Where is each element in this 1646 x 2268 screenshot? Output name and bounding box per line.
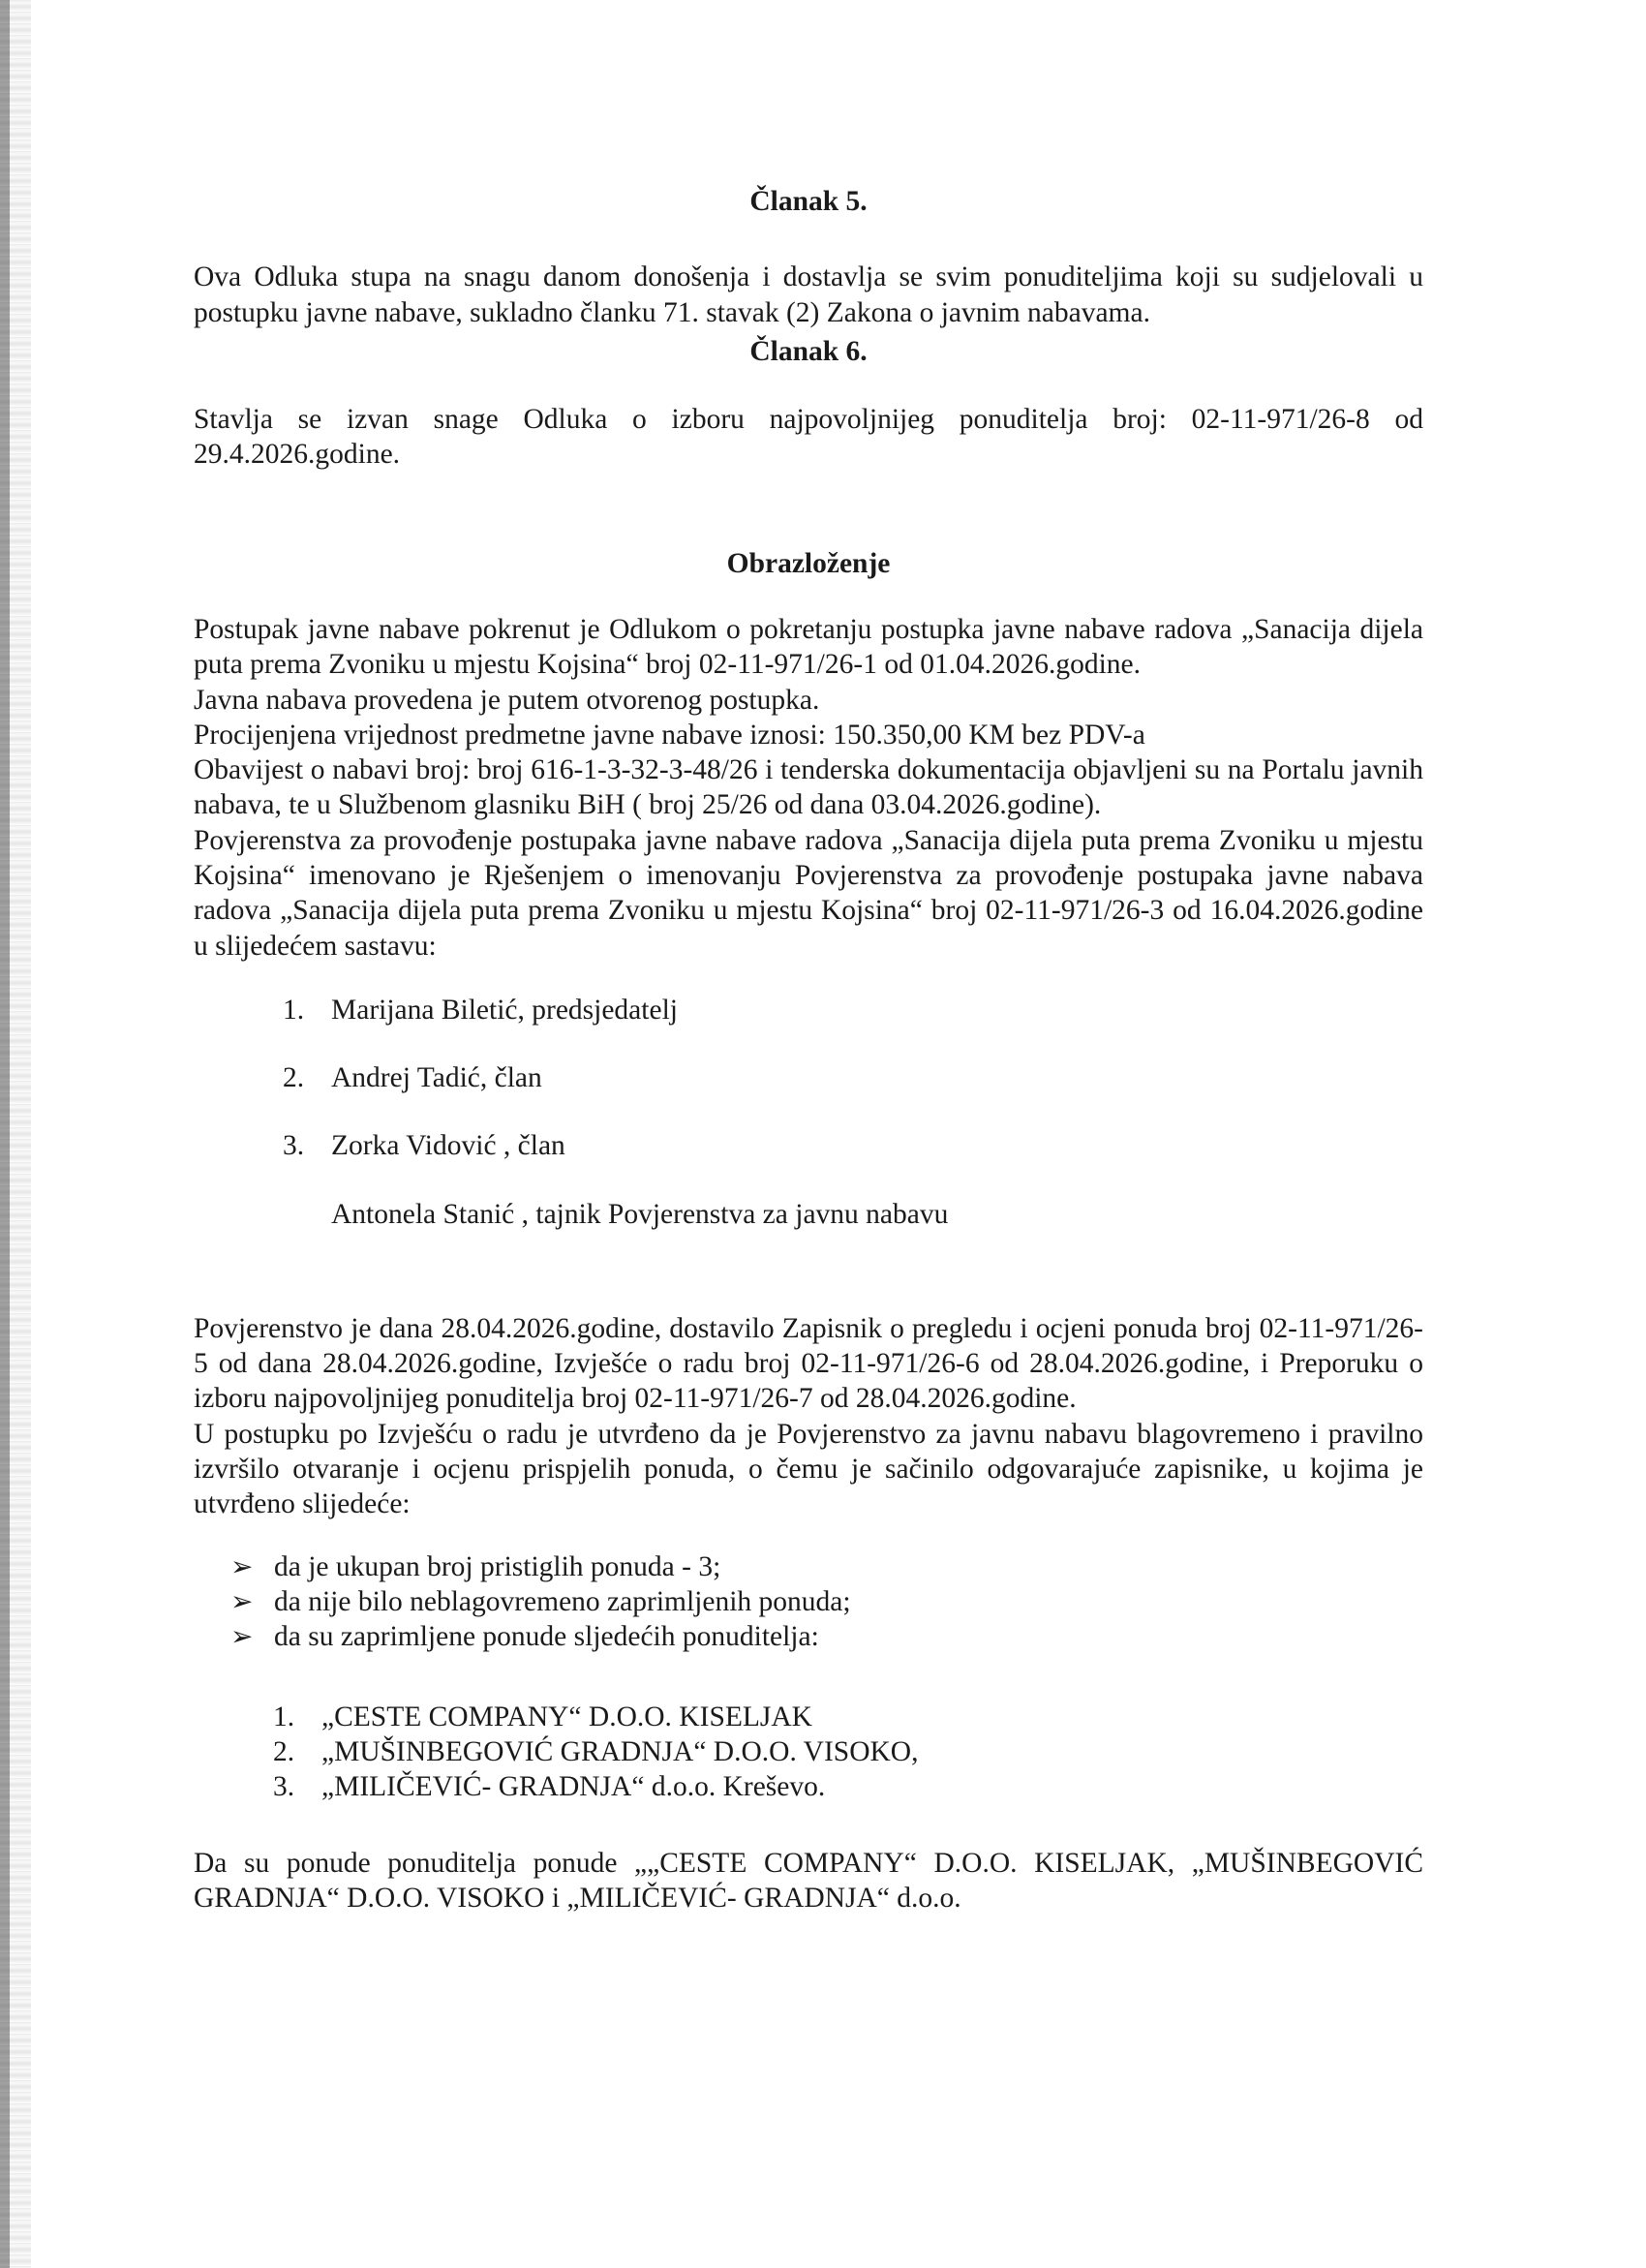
list-number: 2. [273, 1736, 295, 1768]
arrowhead-bullet-icon: ➢ [230, 1587, 254, 1618]
rationale-intro: Postupak javne nabave pokrenut je Odlukom o pokretanju postupka javne nabave radova „Sanacija dijela puta prema Zvoniku u mjestu Kojsina“ broj 02-11-971/26-1 od 01.04.2026.godine. [194, 613, 1423, 681]
bidders-list [273, 1700, 1423, 1805]
article6-text: Stavlja se izvan snage Odluka o izboru najpovoljnijeg ponuditelja broj: 02-11-971/26-8 od 29.4.2026.godine. [194, 404, 1423, 471]
article5-heading: Članak 5. [749, 186, 868, 217]
rationale-procedure: Javna nabava provedena je putem otvorenog postupka. [194, 684, 820, 716]
bidder-name: „MILIČEVIĆ- GRADNJA“ d.o.o. Kreševo. [321, 1771, 826, 1803]
committee-member: Marijana Biletić, predsjedatelj [331, 994, 678, 1026]
secretary-line: Antonela Stanić , tajnik Povjerenstva za javnu nabavu [331, 1198, 949, 1230]
findings-paragraph: U postupku po Izvješću o radu je utvrđeno da je Povjerenstvo za javnu nabavu blagovremeno i pravilno izvršilo otvaranje i ocjenu prispjelih ponuda, o čemu je sačinilo odgovarajuće zapisnike, u kojima je utvrđeno slijedeće: [194, 1418, 1423, 1520]
bidder-name: „MUŠINBEGOVIĆ GRADNJA“ D.O.O. VISOKO, [321, 1736, 919, 1768]
finding-text: da nije bilo neblagovremeno zaprimljenih ponuda; [274, 1586, 851, 1618]
list-item [283, 1128, 1423, 1163]
rationale-heading: Obrazloženje [726, 547, 891, 579]
document-page [194, 184, 1423, 1916]
list-number: 2. [283, 1062, 305, 1094]
list-item [230, 1584, 1423, 1619]
list-item [273, 1700, 1423, 1734]
list-number: 1. [273, 1701, 295, 1732]
finding-text: da su zaprimljene ponude sljedećih ponuditelja: [274, 1621, 819, 1653]
report-paragraph: Povjerenstvo je dana 28.04.2026.godine, dostavilo Zapisnik o pregledu i ocjeni ponuda broj 02-11-971/26-5 od dana 28.04.2026.godine, Izvješće o radu broj 02-11-971/26-6 od 28.04.2026.godine, i Preporuku o izboru najpovoljnijeg ponuditelja broj 02-11-971/26-7 od 28.04.2026.godine. [194, 1312, 1423, 1415]
list-item [283, 1060, 1423, 1095]
committee-member: Zorka Vidović , član [331, 1130, 565, 1162]
rationale-notice: Obavijest o nabavi broj: broj 616-1-3-32-3-48/26 i tenderska dokumentacija objavljeni su na Portalu javnih nabava, te u Službenom glasniku BiH ( broj 25/26 od dana 03.04.2026.godine). [194, 754, 1423, 821]
bidder-name: „CESTE COMPANY“ D.O.O. KISELJAK [321, 1701, 812, 1732]
list-item [273, 1734, 1423, 1769]
list-item [230, 1619, 1423, 1654]
list-number: 3. [283, 1130, 305, 1162]
findings-list [230, 1549, 1423, 1655]
article5-text: Ova Odluka stupa na snagu danom donošenja i dostavlja se svim ponuditeljima koji su sudjelovali u postupku javne nabave, sukladno članku 71. stavak (2) Zakona o javnim nabavama. [194, 261, 1423, 328]
rationale-value: Procijenjena vrijednost predmetne javne nabave iznosi: 150.350,00 KM bez PDV-a [194, 719, 1145, 751]
list-item [230, 1549, 1423, 1584]
arrowhead-bullet-icon: ➢ [230, 1622, 254, 1653]
closing-paragraph: Da su ponude ponuditelja ponude „„CESTE COMPANY“ D.O.O. KISELJAK, „MUŠINBEGOVIĆ GRADNJA“ D.O.O. VISOKO i „MILIČEVIĆ- GRADNJA“ d.o.o. [194, 1847, 1423, 1915]
list-item [283, 993, 1423, 1027]
rationale-committee: Povjerenstva za provođenje postupaka javne nabave radova „Sanacija dijela puta prema Zvoniku u mjestu Kojsina“ imenovano je Rješenjem o imenovanju Povjerenstva za provođenje postupaka javne nabava radova „Sanacija dijela puta prema Zvoniku u mjestu Kojsina“ broj 02-11-971/26-3 od 16.04.2026.godine u slijedećem sastavu: [194, 824, 1423, 962]
scan-edge-dark [0, 0, 10, 2268]
committee-list [283, 993, 1423, 1164]
finding-text: da je ukupan broj pristiglih ponuda - 3; [274, 1550, 721, 1582]
arrowhead-bullet-icon: ➢ [230, 1551, 254, 1582]
committee-member: Andrej Tadić, član [331, 1062, 542, 1094]
list-item [273, 1769, 1423, 1804]
list-number: 1. [283, 994, 305, 1026]
article6-heading: Članak 6. [749, 335, 868, 367]
list-number: 3. [273, 1771, 295, 1803]
